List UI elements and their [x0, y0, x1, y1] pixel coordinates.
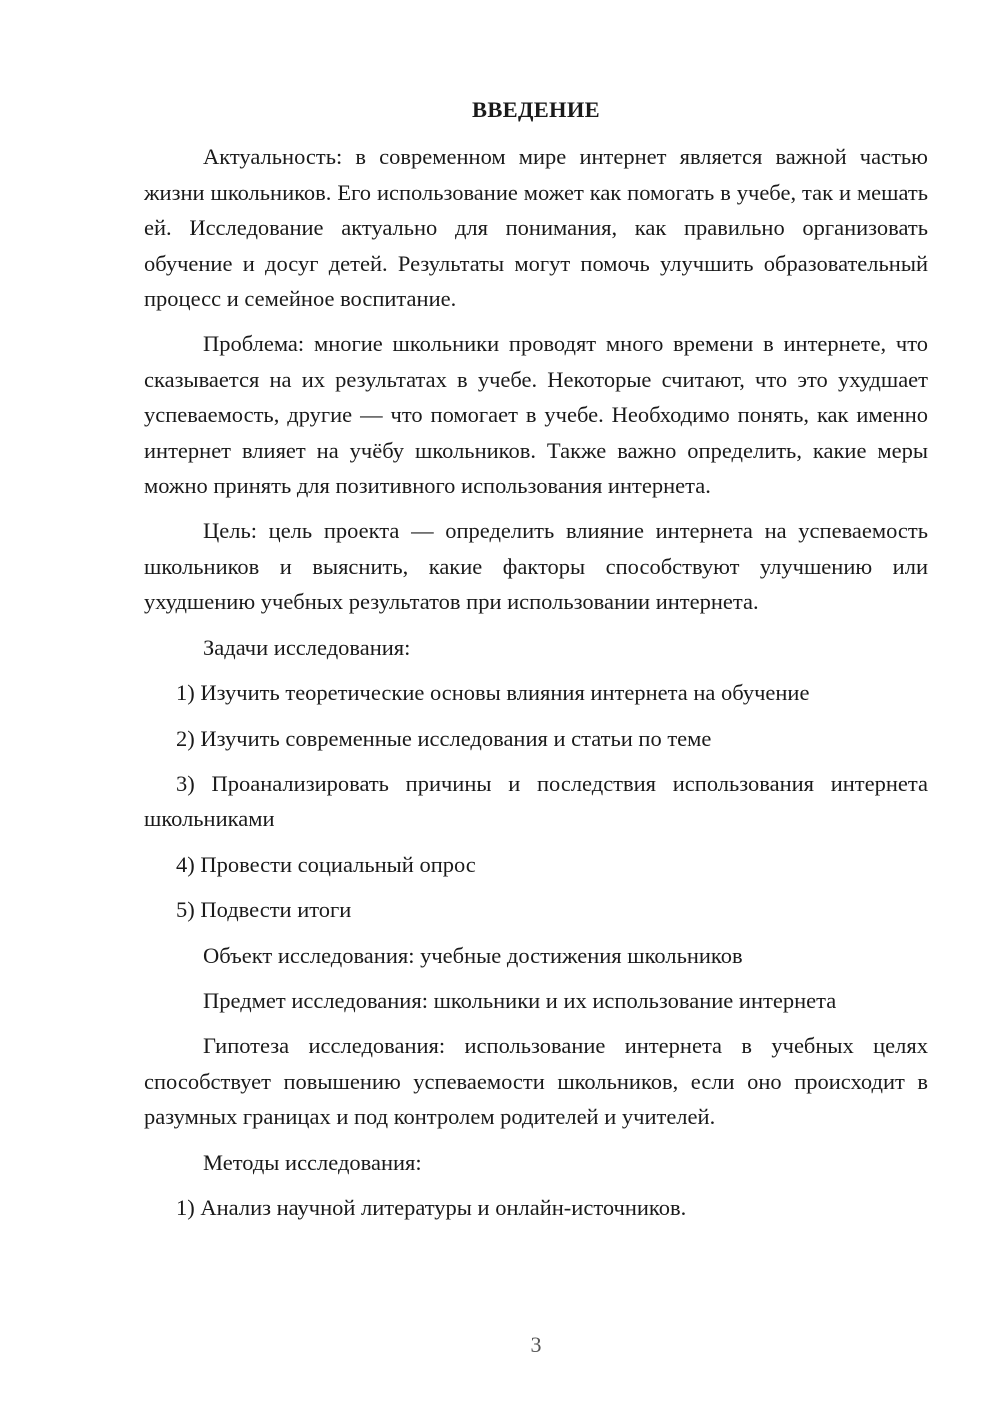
page-number: 3	[530, 1332, 542, 1357]
tasks-heading: Задачи исследования:	[203, 634, 411, 660]
relevance-paragraph: Актуальность: в современном мире интернет является важной частью жизни школьников. Его использование может как помогать в учебе, так и мешать ей. Исследование актуально для понимания, как правильно организовать обучение и досуг детей. Результаты могут помочь улучшить образовательный процесс и семейное воспитание.	[144, 144, 928, 312]
method-item-1: 1) Анализ научной литературы и онлайн-источников.	[176, 1194, 687, 1220]
task-item-5: 5) Подвести итоги	[176, 897, 352, 923]
task-item-1: 1) Изучить теоретические основы влияния интернета на обучение	[176, 680, 810, 706]
research-subject: Предмет исследования: школьники и их использование интернета	[203, 987, 837, 1013]
task-item-2: 2) Изучить современные исследования и статьи по теме	[176, 725, 712, 751]
goal-paragraph: Цель: цель проекта — определить влияние интернета на успеваемость школьников и выяснить, какие факторы способствуют улучшению или ухудшению учебных результатов при использовании интернета.	[144, 518, 928, 615]
task-item-3: 3) Проанализировать причины и последствия использования интернета школьниками	[144, 770, 928, 832]
section-title: ВВЕДЕНИЕ	[472, 97, 600, 122]
problem-paragraph: Проблема: многие школьники проводят много времени в интернете, что сказывается на их результатах в учебе. Некоторые считают, что это ухудшает успеваемость, другие — что помогает в учебе. Необходимо понять, как именно интернет влияет на учёбу школьников. Также важно определить, какие меры можно принять для позитивного использования интернета.	[144, 331, 928, 499]
research-object: Объект исследования: учебные достижения школьников	[203, 942, 743, 968]
hypothesis-paragraph: Гипотеза исследования: использование интернета в учебных целях способствует повышению успеваемости школьников, если оно происходит в разумных границах и под контролем родителей и учителей.	[144, 1033, 928, 1130]
page-content	[144, 92, 928, 1235]
methods-heading: Методы исследования:	[203, 1149, 422, 1175]
task-item-4: 4) Провести социальный опрос	[176, 851, 476, 877]
